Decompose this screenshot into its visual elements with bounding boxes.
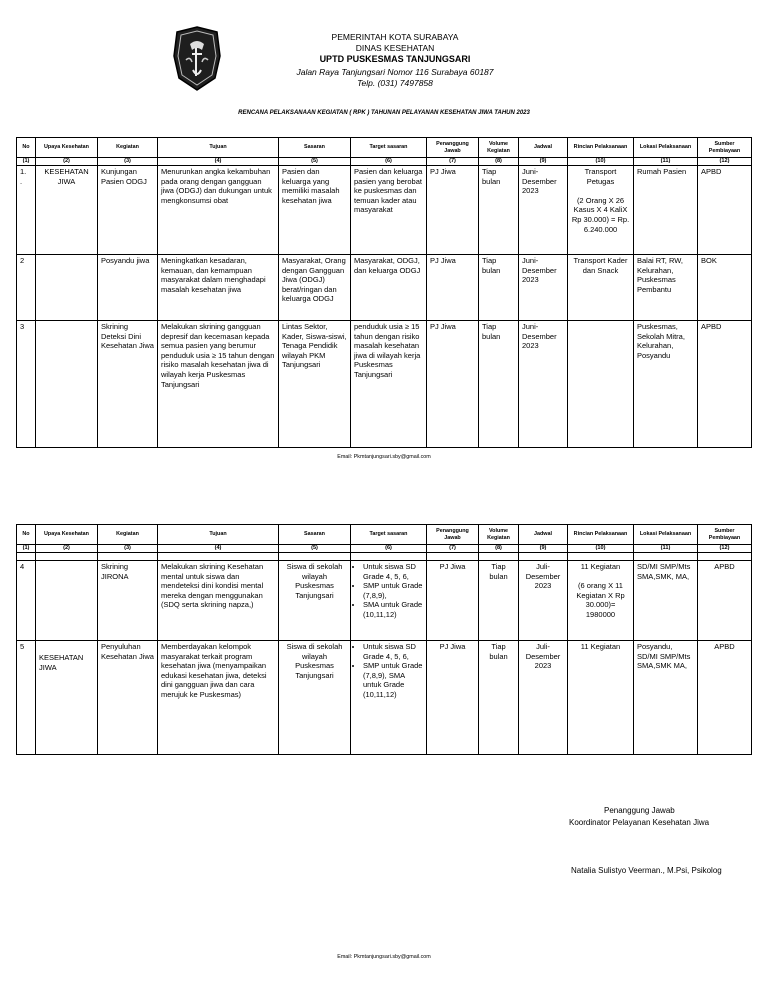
cell-rincian [568, 321, 634, 448]
cell-rincian: Transport Kader dan Snack [568, 255, 634, 321]
table-row [17, 166, 752, 255]
cell-pj: PJ Jiwa [427, 321, 479, 448]
target-item: • SMP untuk Grade (7,8,9), SMA untuk Grade (10,11,12) [363, 661, 423, 699]
cell-pj: PJ Jiwa [427, 166, 479, 255]
col-header: Sumber Pembiayaan [698, 525, 752, 545]
header-gov: PEMERINTAH KOTA SURABAYA [331, 32, 459, 42]
cell-kegiatan: Posyandu jiwa [98, 255, 158, 321]
col-number: (6) [351, 158, 427, 166]
target-item: • Untuk siswa SD Grade 4, 5, 6, [363, 642, 423, 661]
cell-volume: Tiap bulan [479, 561, 519, 641]
footer-email-2: Email: Pkmtanjungsari.sby@gmail.com [337, 954, 431, 960]
header-dept: DINAS KESEHATAN [355, 43, 435, 53]
cell-volume: Tiap bulan [479, 255, 519, 321]
cell-upaya [36, 561, 98, 641]
col-header: Kegiatan [98, 138, 158, 158]
table-row [17, 321, 752, 448]
cell-pj: PJ Jiwa [427, 561, 479, 641]
col-number: (12) [698, 545, 752, 553]
cell-tujuan: Meningkatkan kesadaran, kemauan, dan kemampuan masyarakat dalam menghadapi masalah kesehatan jiwa [158, 255, 279, 321]
cell-no: 4 [17, 561, 36, 641]
city-logo [172, 26, 222, 92]
col-header: No [17, 138, 36, 158]
cell-sasaran: Siswa di sekolah wilayah Puskesmas Tanjungsari [279, 561, 351, 641]
table-header-row [17, 525, 752, 545]
rpk-table-2 [16, 524, 752, 755]
cell-upaya [36, 321, 98, 448]
col-number: (3) [98, 545, 158, 553]
col-number: (7) [427, 158, 479, 166]
cell-kegiatan: Skrining Deteksi Dini Kesehatan Jiwa [98, 321, 158, 448]
cell-jadwal: Juni-Desember 2023 [519, 255, 568, 321]
col-header: Volume Kegiatan [479, 138, 519, 158]
col-header: Jadwal [519, 138, 568, 158]
column-number-row [17, 545, 752, 553]
col-number: (4) [158, 158, 279, 166]
col-number: (12) [698, 158, 752, 166]
col-header: Jadwal [519, 525, 568, 545]
target-item: • Untuk siswa SD Grade 4, 5, 6, [363, 562, 423, 581]
rpk-table-1 [16, 137, 752, 448]
cell-tujuan: Menurunkan angka kekambuhan pada orang dengan gangguan jiwa (ODGJ) dan dukungan untuk mengkonsumsi obat [158, 166, 279, 255]
cell-pj: PJ Jiwa [427, 641, 479, 755]
cell-no: 3 [17, 321, 36, 448]
header-phone: Telp. (031) 7497858 [357, 78, 433, 88]
col-number: (3) [98, 158, 158, 166]
cell-upaya: KESEHATAN JIWA [36, 641, 98, 755]
col-header: Lokasi Pelaksanaan [634, 138, 698, 158]
col-header: Sasaran [279, 525, 351, 545]
col-header: Kegiatan [98, 525, 158, 545]
cell-lokasi: Balai RT, RW, Kelurahan, Puskesmas Pembantu [634, 255, 698, 321]
col-header: Upaya Kesehatan [36, 138, 98, 158]
signature-role: Penanggung Jawab [604, 806, 675, 815]
cell-no: 2 [17, 255, 36, 321]
cell-lokasi: Puskesmas, Sekolah Mitra, Kelurahan, Posyandu [634, 321, 698, 448]
cell-jadwal: Juli-Desember 2023 [519, 561, 568, 641]
col-number: (8) [479, 158, 519, 166]
cell-target [351, 641, 427, 755]
col-number: (2) [36, 158, 98, 166]
document-title: RENCANA PELAKSANAAN KEGIATAN ( RPK ) TAHUNAN PELAYANAN KESEHATAN JIWA TAHUN 2023 [238, 110, 530, 116]
col-header: Penanggung Jawab [427, 525, 479, 545]
col-number: (4) [158, 545, 279, 553]
cell-sasaran: Siswa di sekolah wilayah Puskesmas Tanjungsari [279, 641, 351, 755]
cell-upaya: KESEHATAN JIWA [36, 166, 98, 255]
col-number: (7) [427, 545, 479, 553]
col-number: (6) [351, 545, 427, 553]
col-number: (1) [17, 545, 36, 553]
table-header-row [17, 138, 752, 158]
cell-jadwal: Juni-Desember 2023 [519, 321, 568, 448]
cell-volume: Tiap bulan [479, 321, 519, 448]
header-unit: UPTD PUSKESMAS TANJUNGSARI [319, 54, 471, 64]
col-header: Tujuan [158, 525, 279, 545]
cell-kegiatan: Penyuluhan Kesehatan Jiwa [98, 641, 158, 755]
col-header: Sasaran [279, 138, 351, 158]
col-number: (9) [519, 545, 568, 553]
spacer-row [17, 553, 752, 561]
col-number: (10) [568, 545, 634, 553]
cell-upaya [36, 255, 98, 321]
col-number: (9) [519, 158, 568, 166]
col-header: Rincian Pelaksanaan [568, 138, 634, 158]
col-header: Rincian Pelaksanaan [568, 525, 634, 545]
col-header: No [17, 525, 36, 545]
cell-sumber: APBD [698, 166, 752, 255]
cell-sasaran: Masyarakat, Orang dengan Gangguan Jiwa (ODGJ) berat/ringan dan keluarga ODGJ [279, 255, 351, 321]
cell-jadwal: Juli-Desember 2023 [519, 641, 568, 755]
cell-volume: Tiap bulan [479, 166, 519, 255]
cell-pj: PJ Jiwa [427, 255, 479, 321]
cell-lokasi: Rumah Pasien [634, 166, 698, 255]
col-number: (10) [568, 158, 634, 166]
col-header: Tujuan [158, 138, 279, 158]
col-header: Penanggung Jawab [427, 138, 479, 158]
signature-name: Natalia Sulistyo Veerman., M.Psi, Psikolog [571, 866, 722, 875]
cell-target [351, 561, 427, 641]
col-header: Target sasaran [351, 525, 427, 545]
target-item: • SMA untuk Grade (10,11,12) [363, 600, 423, 619]
cell-rincian: 11 Kegiatan [568, 641, 634, 755]
cell-tujuan: Melakukan skrining gangguan depresif dan kecemasan kepada semua pasien yang berumur penduduk usia ≥ 15 tahun dengan risiko masalah kesehatan jiwa di wilayah kerja Puskesmas Tanjungsari [158, 321, 279, 448]
cell-volume: Tiap bulan [479, 641, 519, 755]
cell-rincian: Transport Petugas (2 Orang X 26 Kasus X 4 KaliX Rp 30.000) = Rp. 6.240.000 [568, 166, 634, 255]
cell-lokasi: SD/MI SMP/Mts SMA,SMK, MA, [634, 561, 698, 641]
table-row [17, 255, 752, 321]
col-number: (2) [36, 545, 98, 553]
cell-target: Pasien dan keluarga pasien yang berobat ke puskesmas dan temuan kader atau masyarakat [351, 166, 427, 255]
cell-sumber: APBD [698, 641, 752, 755]
table-row [17, 641, 752, 755]
column-number-row [17, 158, 752, 166]
col-header: Volume Kegiatan [479, 525, 519, 545]
col-header: Upaya Kesehatan [36, 525, 98, 545]
cell-target: Masyarakat, ODGJ, dan keluarga ODGJ [351, 255, 427, 321]
signature-coordinator: Koordinator Pelayanan Kesehatan Jiwa [569, 818, 710, 827]
col-number: (8) [479, 545, 519, 553]
table-row [17, 561, 752, 641]
cell-sumber: APBD [698, 561, 752, 641]
cell-rincian: 11 Kegiatan (6 orang X 11 Kegiatan X Rp 30.000)= 1980000 [568, 561, 634, 641]
cell-target: penduduk usia ≥ 15 tahun dengan risiko masalah kesehatan jiwa di wilayah kerja Puskesmas Tanjungsari [351, 321, 427, 448]
target-item: • SMP untuk Grade (7,8,9), [363, 581, 423, 600]
cell-tujuan: Memberdayakan kelompok masyarakat terkait program kesehatan jiwa (menyampaikan edukasi kesehatan jiwa, deteksi dini gangguan jiwa dan cara merujuk ke Puskesmas) [158, 641, 279, 755]
cell-kegiatan: Kunjungan Pasien ODGJ [98, 166, 158, 255]
cell-sumber: BOK [698, 255, 752, 321]
cell-sasaran: Lintas Sektor, Kader, Siswa-siswi, Tenaga Pendidik wilayah PKM Tanjungsari [279, 321, 351, 448]
cell-jadwal: Juni-Desember 2023 [519, 166, 568, 255]
col-number: (5) [279, 158, 351, 166]
cell-no: 1. . [17, 166, 36, 255]
footer-email: Email: Pkmtanjungsari.sby@gmail.com [337, 454, 431, 460]
col-header: Sumber Pembiayaan [698, 138, 752, 158]
col-number: (1) [17, 158, 36, 166]
col-header: Lokasi Pelaksanaan [634, 525, 698, 545]
cell-no: 5 [17, 641, 36, 755]
col-number: (11) [634, 158, 698, 166]
cell-tujuan: Melakukan skrining Kesehatan mental untuk siswa dan mendeteksi dini kondisi mental mereka dengan menggunakan (SDQ serta skrining napza,) [158, 561, 279, 641]
col-header: Target sasaran [351, 138, 427, 158]
cell-lokasi: Posyandu, SD/MI SMP/Mts SMA,SMK MA, [634, 641, 698, 755]
col-number: (5) [279, 545, 351, 553]
cell-kegiatan: Skrining JIRONA [98, 561, 158, 641]
cell-sumber: APBD [698, 321, 752, 448]
col-number: (11) [634, 545, 698, 553]
cell-sasaran: Pasien dan keluarga yang memiliki masalah kesehatan jiwa [279, 166, 351, 255]
header-address: Jalan Raya Tanjungsari Nomor 116 Surabaya 60187 [296, 67, 494, 77]
